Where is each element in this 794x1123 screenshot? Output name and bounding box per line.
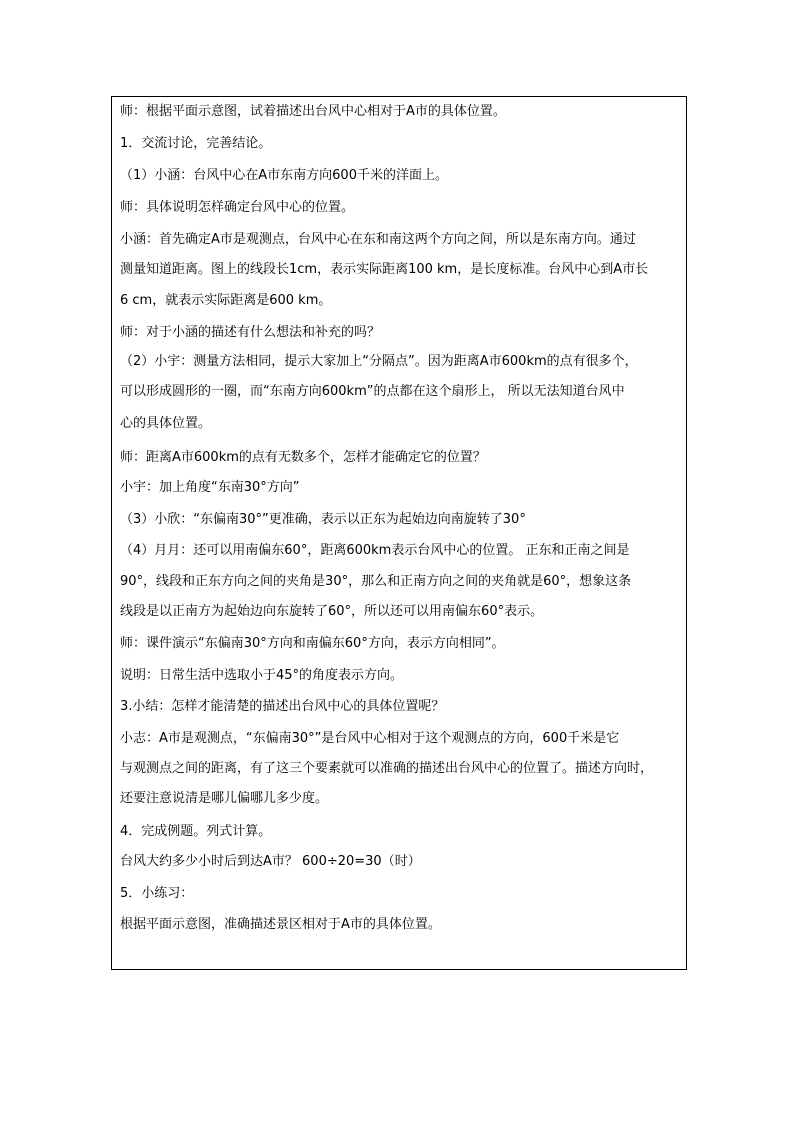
text-line-16: 90°，线段和正东方向之间的夹角是30°，那么和正南方向之间的夹角就是60°，想象这条 (120, 574, 632, 589)
text-line-13: 小宇：加上角度“东南30°方向” (120, 480, 300, 495)
text-line-26: 5．小练习： (120, 886, 194, 901)
text-line-3: （1）小涵：台风中心在A市东南方向600千米的洋面上。 (120, 168, 448, 183)
text-line-19: 说明：日常生活中选取小于45°的角度表示方向。 (120, 668, 404, 683)
text-line-21: 小志：A市是观测点，“东偏南30°”是台风中心相对于这个观测点的方向，600千米是它 (120, 731, 620, 746)
text-line-9: （2）小宇：测量方法相同，提示大家加上“分隔点”。因为距离A市600km的点有很多个， (120, 354, 638, 369)
text-line-6: 测量知道距离。图上的线段长1cm，表示实际距离100 km，是长度标准。台风中心到A市长 (120, 262, 649, 277)
text-line-7: 6 cm，就表示实际距离是600 km。 (120, 293, 332, 308)
text-line-11: 心的具体位置。 (120, 416, 212, 431)
text-line-22: 与观测点之间的距离，有了这三个要素就可以准确的描述出台风中心的位置了。描述方向时， (120, 761, 654, 776)
text-line-14: （3）小欣：“东偏南30°”更准确，表示以正东为起始边向南旋转了30° (120, 512, 526, 527)
lesson-text-box (111, 96, 687, 970)
text-line-20: 3.小结：怎样才能清楚的描述出台风中心的具体位置呢？ (120, 699, 445, 714)
text-line-5: 小涵：首先确定A市是观测点，台风中心在东和南这两个方向之间，所以是东南方向。通过 (120, 232, 636, 247)
text-line-8: 师：对于小涵的描述有什么想法和补充的吗？ (120, 325, 381, 340)
text-line-1: 师：根据平面示意图，试着描述出台风中心相对于A市的具体位置。 (120, 104, 506, 119)
text-line-2: 1．交流讨论，完善结论。 (120, 136, 272, 151)
text-line-27: 根据平面示意图，准确描述景区相对于A市的具体位置。 (120, 917, 441, 932)
text-line-23: 还要注意说清是哪儿偏哪儿多少度。 (120, 791, 329, 806)
text-line-12: 师：距离A市600km的点有无数多个，怎样才能确定它的位置？ (120, 450, 486, 465)
text-line-24: 4．完成例题。列式计算。 (120, 824, 272, 839)
text-line-18: 师：课件演示“东偏南30°方向和南偏东60°方向，表示方向相同”。 (120, 636, 505, 651)
text-line-10: 可以形成圆形的一圈，而“东南方向600km”的点都在这个扇形上， 所以无法知道台风中 (120, 384, 625, 399)
text-line-17: 线段是以正南方为起始边向东旋转了60°，所以还可以用南偏东60°表示。 (120, 604, 544, 619)
text-line-15: （4）月月：还可以用南偏东60°，距离600km表示台风中心的位置。 正东和正南之间是 (120, 543, 630, 558)
text-line-25: 台风大约多少小时后到达A市？ 600÷20=30（时） (120, 854, 421, 869)
text-line-4: 师：具体说明怎样确定台风中心的位置。 (120, 200, 355, 215)
